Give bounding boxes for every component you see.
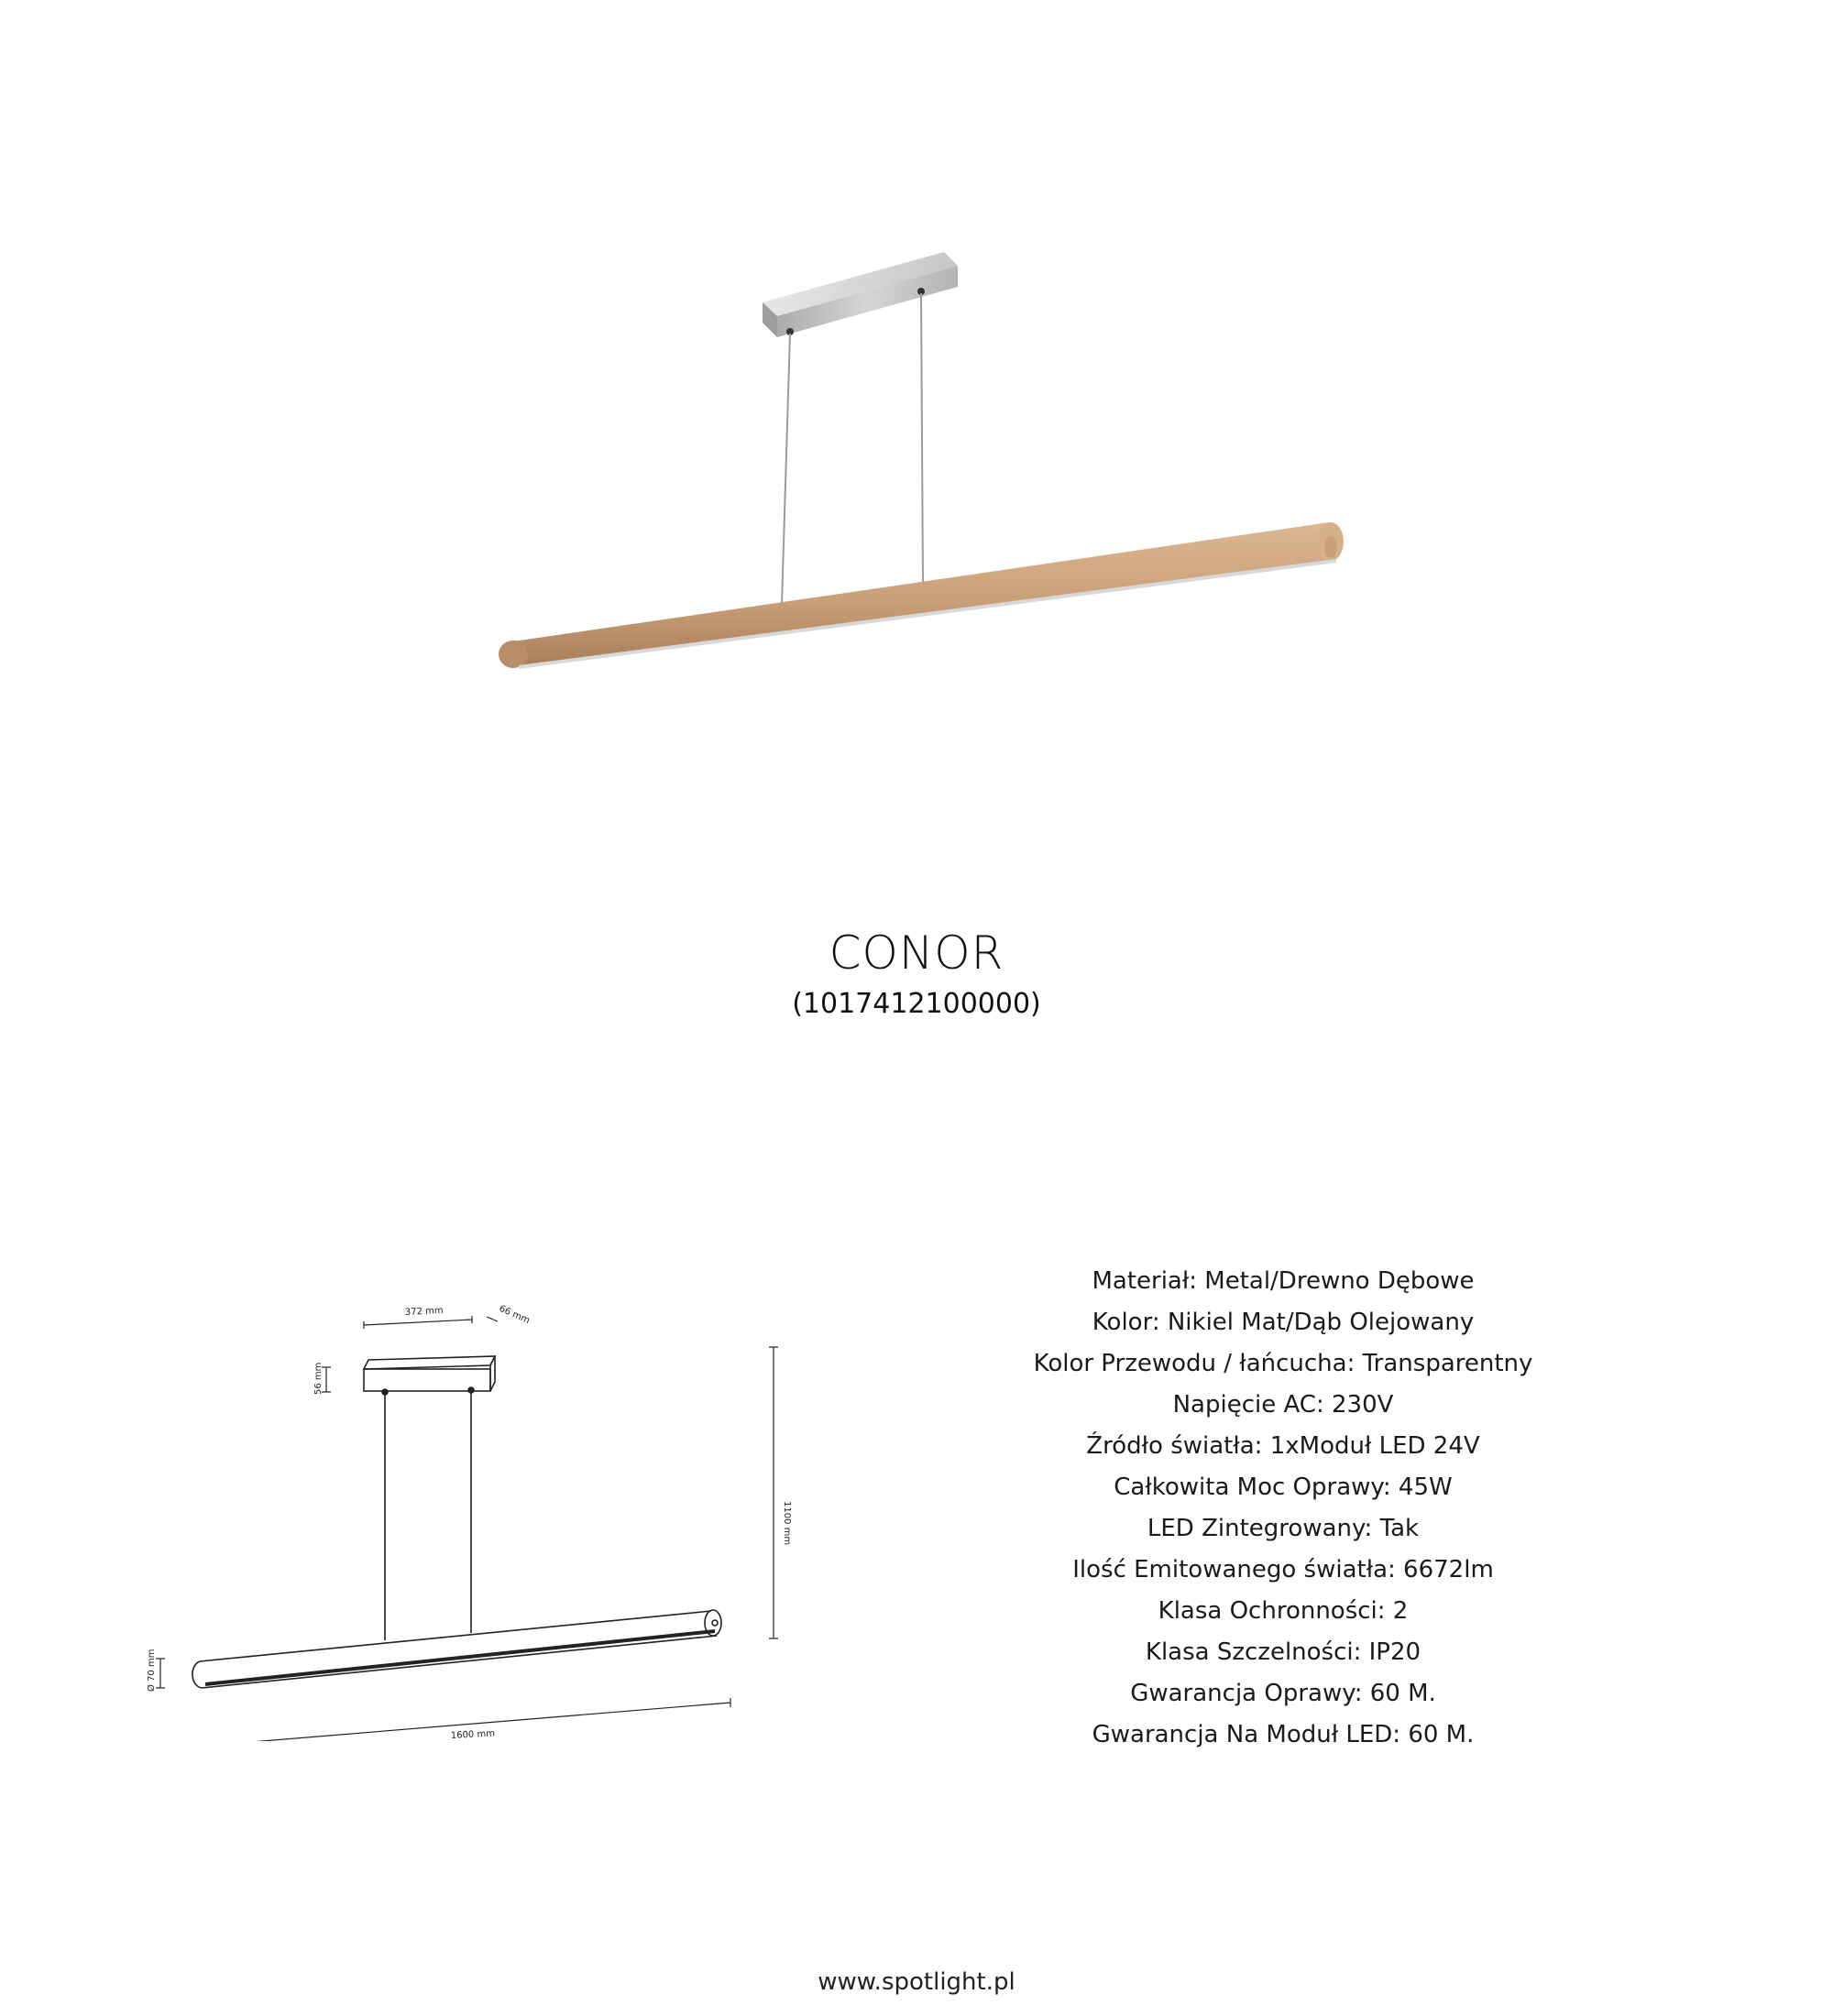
spec-ip-rating: Klasa Szczelności: IP20 bbox=[1145, 1638, 1421, 1666]
suspension-wires bbox=[782, 293, 923, 605]
spec-cable-color: Kolor Przewodu / łańcucha: Transparentny bbox=[1033, 1350, 1533, 1377]
dim-diameter-line bbox=[156, 1659, 165, 1688]
dim-total-height-line bbox=[769, 1347, 778, 1638]
dim-canopy-length-line bbox=[364, 1316, 472, 1329]
spec-protection-class: Klasa Ochronności: 2 bbox=[1158, 1597, 1409, 1625]
product-code: (1017412100000) bbox=[792, 988, 1041, 1020]
spec-voltage: Napięcie AC: 230V bbox=[1172, 1391, 1394, 1419]
spec-fixture-warranty: Gwarancja Oprawy: 60 M. bbox=[1130, 1680, 1436, 1707]
spec-color: Kolor: Nikiel Mat/Dąb Olejowany bbox=[1092, 1309, 1475, 1336]
canopy bbox=[763, 252, 958, 337]
spec-list bbox=[1008, 1261, 1558, 1756]
dim-length-label: 1600 mm bbox=[450, 1728, 496, 1741]
footer-url[interactable]: www.spotlight.pl bbox=[818, 1968, 1015, 1996]
spec-lumen: Ilość Emitowanego światła: 6672lm bbox=[1072, 1556, 1494, 1583]
spec-power: Całkowita Moc Oprawy: 45W bbox=[1114, 1474, 1453, 1501]
spec-material: Materiał: Metal/Drewno Dębowe bbox=[1092, 1267, 1475, 1295]
drawing-canopy bbox=[364, 1356, 495, 1395]
dim-canopy-width-line bbox=[487, 1317, 498, 1321]
title-block bbox=[0, 926, 1833, 1024]
dim-diameter-label: Ø 70 mm bbox=[147, 1649, 157, 1692]
dim-canopy-height-label: 56 mm bbox=[313, 1362, 324, 1395]
spec-light-source: Źródło światła: 1xModuł LED 24V bbox=[1086, 1432, 1480, 1460]
wooden-tube bbox=[499, 522, 1344, 668]
dim-canopy-width-label: 66 mm bbox=[497, 1303, 532, 1327]
technical-drawing bbox=[128, 1283, 825, 1741]
spec-led-integrated: LED Zintegrowany: Tak bbox=[1147, 1515, 1420, 1542]
drawing-tube bbox=[192, 1610, 721, 1688]
spec-led-warranty: Gwarancja Na Moduł LED: 60 M. bbox=[1092, 1721, 1475, 1748]
product-photo bbox=[0, 0, 1833, 825]
dim-canopy-length-label: 372 mm bbox=[404, 1305, 444, 1318]
dim-total-height-label: 1100 mm bbox=[782, 1501, 792, 1546]
product-name: CONOR bbox=[829, 926, 1004, 980]
